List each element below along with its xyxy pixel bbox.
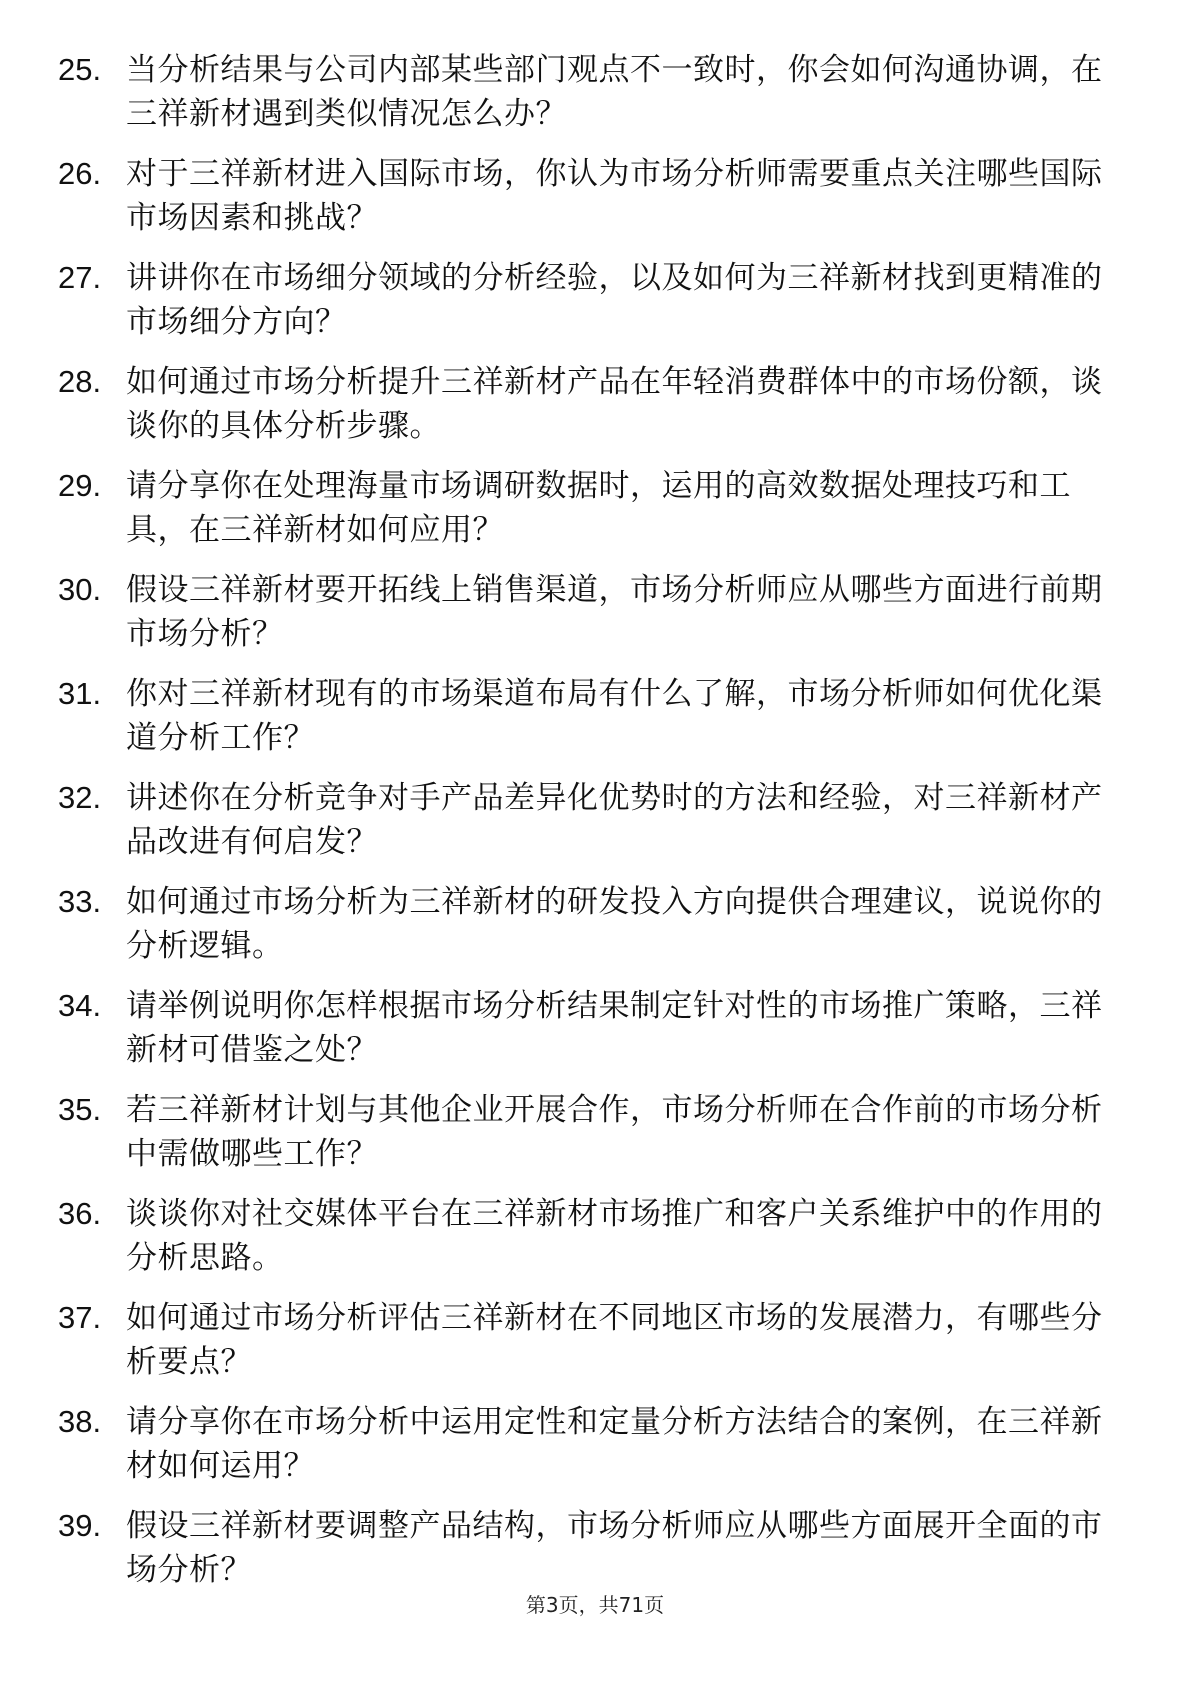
question-text: 假设三祥新材要调整产品结构，市场分析师应从哪些方面展开全面的市场分析？ <box>126 1508 1103 1588</box>
question-text: 当分析结果与公司内部某些部门观点不一致时，你会如何沟通协调，在三祥新材遇到类似情况怎么办？ <box>126 52 1103 132</box>
question-number: 33. <box>58 884 102 919</box>
question-item-33 <box>58 880 1118 984</box>
question-item-34 <box>58 984 1118 1088</box>
question-item-25 <box>58 48 1118 152</box>
question-number: 34. <box>58 988 102 1023</box>
question-text: 如何通过市场分析提升三祥新材产品在年轻消费群体中的市场份额，谈谈你的具体分析步骤。 <box>126 364 1103 444</box>
question-item-35 <box>58 1088 1118 1192</box>
question-text: 讲述你在分析竞争对手产品差异化优势时的方法和经验，对三祥新材产品改进有何启发？ <box>126 780 1103 860</box>
question-item-36 <box>58 1192 1118 1296</box>
question-text: 对于三祥新材进入国际市场，你认为市场分析师需要重点关注哪些国际市场因素和挑战？ <box>126 156 1103 236</box>
question-number: 28. <box>58 364 102 399</box>
question-item-37 <box>58 1296 1118 1400</box>
question-number: 27. <box>58 260 102 295</box>
question-item-38 <box>58 1400 1118 1504</box>
question-item-26 <box>58 152 1118 256</box>
question-text: 你对三祥新材现有的市场渠道布局有什么了解，市场分析师如何优化渠道分析工作？ <box>126 676 1103 756</box>
question-number: 30. <box>58 572 102 607</box>
question-number: 26. <box>58 156 102 191</box>
question-item-30 <box>58 568 1118 672</box>
question-number: 25. <box>58 52 102 87</box>
question-number: 29. <box>58 468 102 503</box>
question-number: 35. <box>58 1092 102 1127</box>
question-list <box>58 48 1118 1608</box>
question-text: 如何通过市场分析评估三祥新材在不同地区市场的发展潜力，有哪些分析要点？ <box>126 1300 1103 1380</box>
question-text: 若三祥新材计划与其他企业开展合作，市场分析师在合作前的市场分析中需做哪些工作？ <box>126 1092 1103 1172</box>
question-number: 36. <box>58 1196 102 1231</box>
question-number: 39. <box>58 1508 102 1543</box>
question-text: 假设三祥新材要开拓线上销售渠道，市场分析师应从哪些方面进行前期市场分析？ <box>126 572 1103 652</box>
page-number-footer: 第3页，共71页 <box>525 1593 665 1617</box>
question-number: 32. <box>58 780 102 815</box>
question-number: 37. <box>58 1300 102 1335</box>
question-text: 请举例说明你怎样根据市场分析结果制定针对性的市场推广策略，三祥新材可借鉴之处？ <box>126 988 1103 1068</box>
question-text: 如何通过市场分析为三祥新材的研发投入方向提供合理建议，说说你的分析逻辑。 <box>126 884 1103 964</box>
question-item-32 <box>58 776 1118 880</box>
question-text: 请分享你在市场分析中运用定性和定量分析方法结合的案例，在三祥新材如何运用？ <box>126 1404 1103 1484</box>
question-item-28 <box>58 360 1118 464</box>
question-number: 31. <box>58 676 102 711</box>
question-number: 38. <box>58 1404 102 1439</box>
question-text: 讲讲你在市场细分领域的分析经验，以及如何为三祥新材找到更精准的市场细分方向？ <box>126 260 1103 340</box>
question-item-29 <box>58 464 1118 568</box>
question-text: 谈谈你对社交媒体平台在三祥新材市场推广和客户关系维护中的作用的分析思路。 <box>126 1196 1103 1276</box>
question-text: 请分享你在处理海量市场调研数据时，运用的高效数据处理技巧和工具，在三祥新材如何应用？ <box>126 468 1071 548</box>
question-item-31 <box>58 672 1118 776</box>
question-item-27 <box>58 256 1118 360</box>
